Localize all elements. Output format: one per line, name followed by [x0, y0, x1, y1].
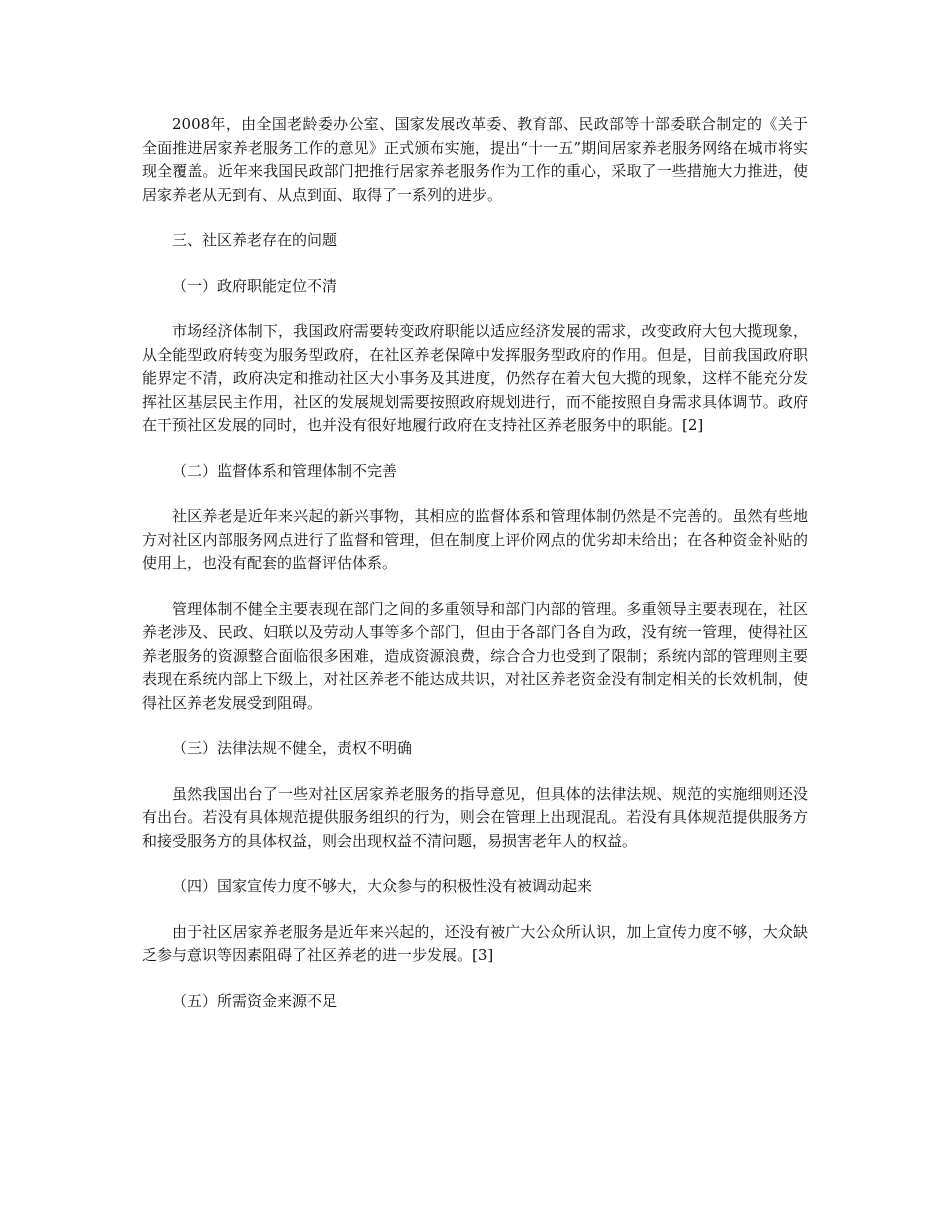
- subheading-3: （三）法律法规不健全，责权不明确: [172, 739, 413, 757]
- section-heading-problems: 三、社区养老存在的问题: [172, 231, 338, 249]
- subheading-2: （二）监督体系和管理体制不完善: [172, 461, 398, 480]
- paragraph-3: 虽然我国出台了一些对社区居家养老服务的指导意见，但具体的法律法规、规范的实施细则还没有出台。若没有具体规范提供服务组织的行为，则会在管理上出现混乱。若没有具体规范提供服务方和接受服务方的具体权益，则会出现权益不清问题，易损害老年人的权益。: [142, 784, 808, 850]
- paragraph-1: 市场经济体制下，我国政府需要转变政府职能以适应经济发展的需求，改变政府大包大揽现象，从全能型政府转变为服务型政府，在社区养老保障中发挥服务型政府的作用。但是，目前我国政府职能界定不清，政府决定和推动社区大小事务及其进度，仍然存在着大包大揽的现象，这样不能充分发挥社区基层民主作用，社区的发展规划需要按照政府规划进行，而不能按照自身需求具体调节。政府在干预社区发展的同时，也并没有很好地履行政府在支持社区养老服务中的职能。[2]: [142, 322, 808, 434]
- subheading-1: （一）政府职能定位不清: [172, 276, 338, 295]
- document-body: [142, 113, 808, 1035]
- paragraph-4: 由于社区居家养老服务是近年来兴起的，还没有被广大公众所认识，加上宣传力度不够，大众缺乏参与意识等因素阻碍了社区养老的进一步发展。[3]: [142, 922, 808, 964]
- paragraph-2b: 管理体制不健全主要表现在部门之间的多重领导和部门内部的管理。多重领导主要表现在，社区养老涉及、民政、妇联以及劳动人事等多个部门，但由于各部门各自为政，没有统一管理，使得社区养老服务的资源整合面临很多困难，造成资源浪费，综合合力也受到了限制；系统内部的管理则主要表现在系统内部上下级上，对社区养老不能达成共识，对社区养老资金没有制定相关的长效机制，使得社区养老发展受到阻碍。: [142, 599, 808, 712]
- subheading-5: （五）所需资金来源不足: [172, 991, 338, 1010]
- paragraph-2a: 社区养老是近年来兴起的新兴事物，其相应的监督体系和管理体制仍然是不完善的。虽然有些地方对社区内部服务网点进行了监督和管理，但在制度上评价网点的优劣却未给出；在各种资金补贴的使用上，也没有配套的监督评估体系。: [142, 507, 808, 572]
- subheading-4: （四）国家宣传力度不够大，大众参与的积极性没有被调动起来: [172, 877, 593, 895]
- paragraph-intro: 2008年，由全国老龄委办公室、国家发展改革委、教育部、民政部等十部委联合制定的《关于全面推进居家养老服务工作的意见》正式颁布实施，提出“十一五”期间居家养老服务网络在城市将实现全覆盖。近年来我国民政部门把推行居家养老服务作为工作的重心，采取了一些措施大力推进，使居家养老从无到有、从点到面、取得了一系列的进步。: [142, 115, 808, 204]
